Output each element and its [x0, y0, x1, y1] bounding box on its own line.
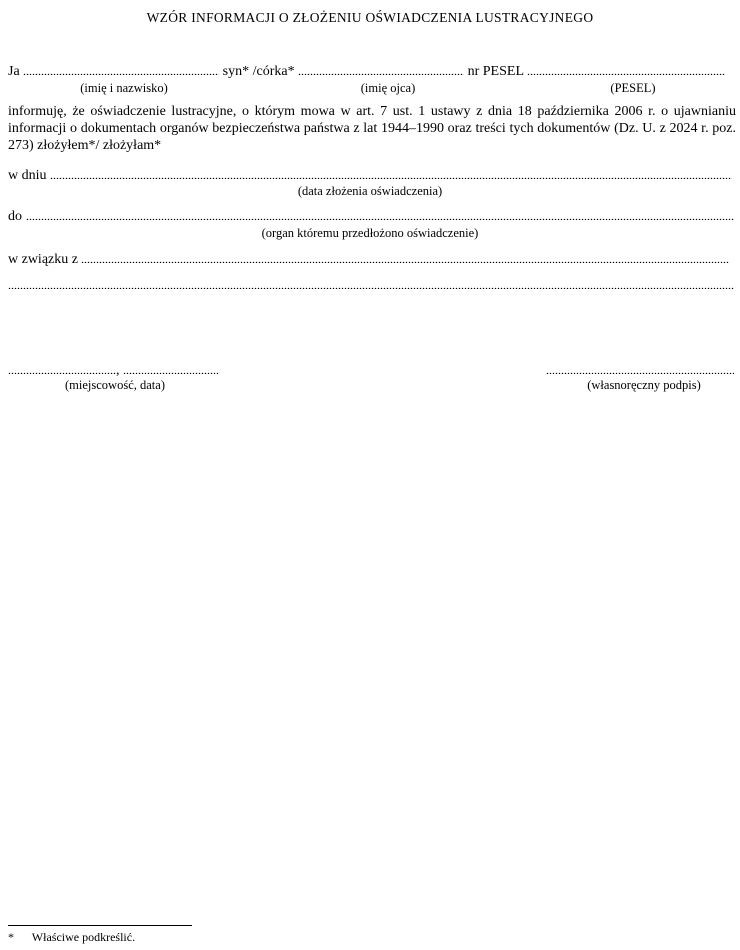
authority-row	[8, 209, 734, 225]
father-name-field[interactable]	[298, 65, 464, 75]
signature-field[interactable]	[546, 364, 734, 374]
name-caption: (imię i nazwisko)	[80, 81, 168, 95]
place-date-row	[8, 363, 219, 379]
father-name-caption: (imię ojca)	[360, 81, 416, 95]
authority-caption: (organ któremu przedłożono oświadczenie)	[261, 226, 479, 240]
footnote-mark: *	[8, 930, 14, 944]
declarant-row	[8, 64, 725, 80]
reason-row	[8, 252, 729, 268]
declaration-paragraph: informuję, że oświadczenie lustracyjne, o którym mowa w art. 7 ust. 1 ustawy z dnia 18 października 2006 r. o ujawnianiu informacji o dokumentach organów bezpieczeństwa państwa z lat 1944–1990 oraz treści tych dokumentów (Dz. U. z 2024 r. poz. 273) złożyłem*/ złożyłam*	[8, 104, 736, 153]
date-field[interactable]	[123, 364, 219, 374]
syn-corka-label: syn* /córka*	[222, 64, 295, 79]
footnote-rule	[8, 925, 192, 926]
document-title: WZÓR INFORMACJI O ZŁOŻENIU OŚWIADCZENIA LUSTRACYJNEGO	[146, 10, 594, 25]
nr-pesel-label: nr PESEL	[467, 64, 524, 79]
name-field[interactable]	[23, 65, 219, 75]
do-label: do	[8, 209, 22, 224]
place-date-caption: (miejscowość, data)	[65, 378, 165, 392]
place-field[interactable]	[8, 364, 116, 374]
footnote-text: Właściwe podkreślić.	[31, 930, 136, 944]
pesel-field[interactable]	[527, 65, 725, 75]
signature-row	[546, 363, 734, 379]
ja-label: Ja	[8, 64, 20, 79]
comma-separator: ,	[116, 363, 120, 378]
pesel-caption: (PESEL)	[610, 81, 656, 95]
footnote	[8, 930, 135, 945]
w-zwiazku-label: w związku z	[8, 252, 78, 267]
reason-field[interactable]	[81, 253, 729, 263]
reason-field-continued[interactable]	[8, 279, 734, 289]
date-row	[8, 168, 732, 184]
signature-caption: (własnoręczny podpis)	[587, 378, 701, 392]
submission-date-field[interactable]	[50, 169, 732, 179]
submission-date-caption: (data złożenia oświadczenia)	[297, 184, 443, 198]
authority-field[interactable]	[26, 210, 734, 220]
reason-continuation-row	[8, 278, 734, 294]
w-dniu-label: w dniu	[8, 168, 47, 183]
